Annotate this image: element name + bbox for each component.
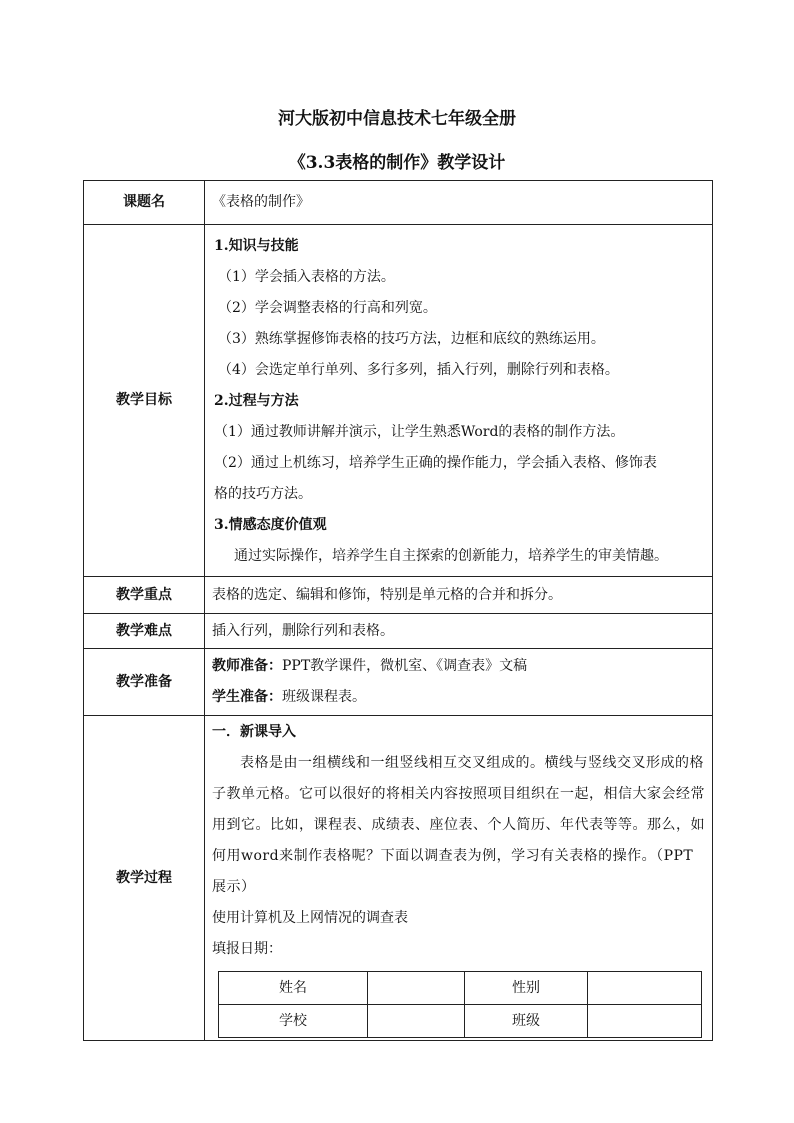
table-row: [219, 1005, 702, 1038]
process-content: [205, 716, 713, 1041]
teacher-prep-label: 教师准备：: [212, 658, 282, 674]
table-row: [84, 577, 713, 614]
student-prep-label: 学生准备：: [212, 689, 282, 705]
process-paragraph: 表格是由一组横线和一组竖线相互交叉组成的。横线与竖线交叉形成的格子教单元格。它可以很好的将相关内容按照项目组织在一起，相信大家会经常用到它。比如，课程表、成绩表、座位表、个人简历、年代表等等。那么，如何用word来制作表格呢？下面以调查表为例，学习有关表格的操作。（PPT展示）: [212, 755, 705, 895]
table-row: [84, 614, 713, 649]
survey-cell: [368, 972, 465, 1005]
table-row: [84, 225, 713, 577]
table-row: [219, 972, 702, 1005]
key-value: 表格的选定、编辑和修饰，特别是单元格的合并和拆分。: [205, 577, 713, 614]
document-subtitle: 《3.3表格的制作》教学设计: [288, 153, 506, 173]
survey-cell: [588, 1005, 702, 1038]
survey-cell: [368, 1005, 465, 1038]
student-prep-value: 班级课程表。: [282, 689, 366, 705]
document-title: 河大版初中信息技术七年级全册: [278, 109, 516, 129]
prep-content: [205, 649, 713, 716]
process-heading: 一．新课导入: [212, 724, 296, 740]
survey-cell: [588, 972, 702, 1005]
row-label-difficult: 教学难点: [84, 614, 205, 649]
goals-item: （2）学会调整表格的行高和列宽。: [218, 300, 437, 316]
difficult-value: 插入行列，删除行列和表格。: [205, 614, 713, 649]
teacher-prep-value: PPT教学课件，微机室、《调查表》文稿: [282, 658, 528, 674]
goals-item: （1）通过教师讲解并演示，让学生熟悉Word的表格的制作方法。: [214, 424, 625, 440]
row-label-prep: 教学准备: [84, 649, 205, 716]
row-label-key: 教学重点: [84, 577, 205, 614]
row-label-process: 教学过程: [84, 716, 205, 1041]
goals-item: 通过实际操作，培养学生自主探索的创新能力，培养学生的审美情趣。: [234, 548, 668, 564]
row-label-topic: 课题名: [84, 181, 205, 225]
goals-item: （1）学会插入表格的方法。: [218, 269, 395, 285]
goals-item: （2）通过上机练习，培养学生正确的操作能力，学会插入表格、修饰表: [214, 455, 657, 471]
goals-item: 格的技巧方法。: [214, 486, 312, 502]
goals-section-2: 2.过程与方法: [214, 393, 299, 409]
table-row: [84, 716, 713, 1041]
date-label: 填报日期：: [212, 941, 282, 957]
row-label-goals: 教学目标: [84, 225, 205, 577]
lesson-plan-table: [83, 180, 713, 1041]
table-row: [84, 181, 713, 225]
table-row: [84, 649, 713, 716]
goals-section-3: 3.情感态度价值观: [214, 517, 327, 533]
survey-table: [218, 971, 702, 1038]
survey-cell: 性别: [465, 972, 588, 1005]
goals-item: （3）熟练掌握修饰表格的技巧方法，边框和底纹的熟练运用。: [218, 331, 605, 347]
survey-title: 使用计算机及上网情况的调查表: [212, 910, 408, 926]
topic-value: 《表格的制作》: [205, 181, 713, 225]
survey-cell: 班级: [465, 1005, 588, 1038]
goals-item: （4）会选定单行单列、多行多列，插入行列，删除行列和表格。: [218, 362, 619, 378]
survey-cell: 姓名: [219, 972, 368, 1005]
goals-content: [205, 225, 713, 577]
survey-cell: 学校: [219, 1005, 368, 1038]
goals-section-1: 1.知识与技能: [214, 238, 299, 254]
